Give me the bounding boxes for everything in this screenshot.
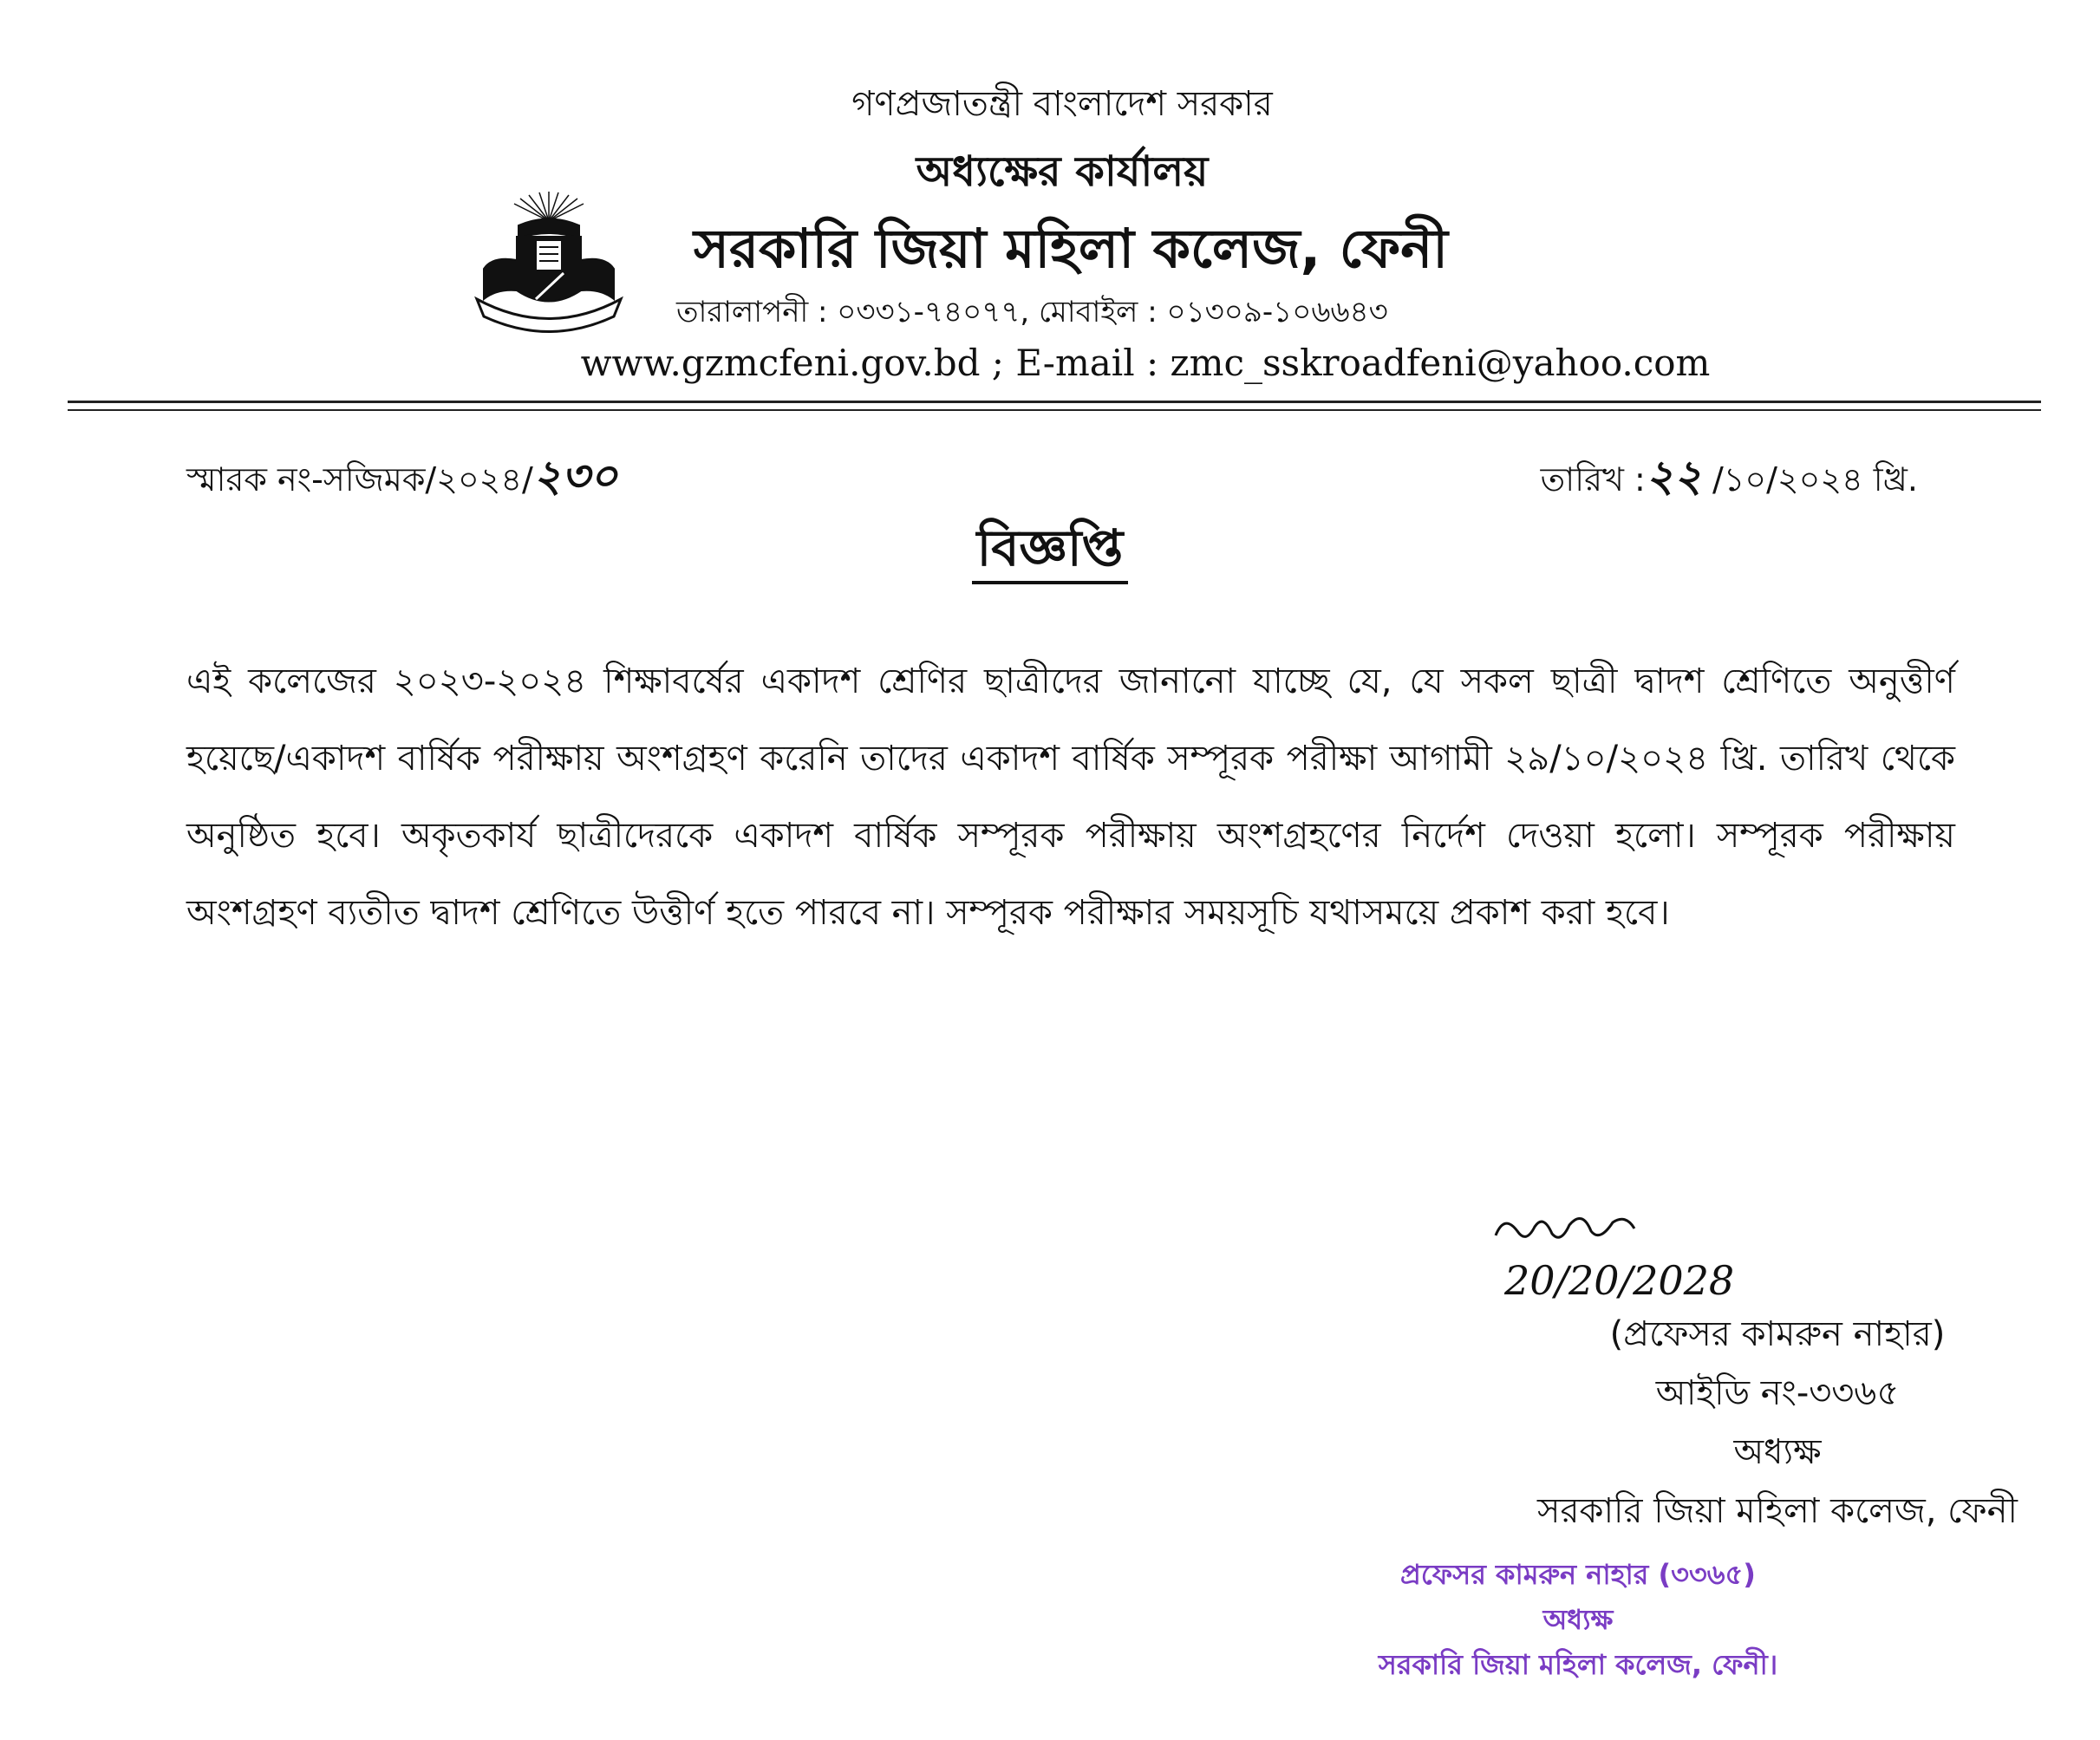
signatory-name: (প্রফেসর কামরুন নাহার)	[1609, 1314, 1946, 1354]
government-heading: গণপ্রজাতন্ত্রী বাংলাদেশ সরকার	[851, 84, 1273, 124]
handwritten-signature	[1487, 1209, 1834, 1304]
signature-scrawl-icon	[1487, 1209, 1660, 1253]
notice-body: এই কলেজের ২০২৩-২০২৪ শিক্ষাবর্ষের একাদশ শ্রেণির ছাত্রীদের জানানো যাচ্ছে যে, যে সকল ছাত্রী দ্বাদশ শ্রেণিতে অনুত্তীর্ণ হয়েছে/একাদশ বার্ষিক পরীক্ষায় অংশগ্রহণ করেনি তাদের একাদশ বার্ষিক সম্পূরক পরীক্ষা আগামী ২৯/১০/২০২৪ খ্রি. তারিখ থেকে অনুষ্ঠিত হবে। অকৃতকার্য ছাত্রীদেরকে একাদশ বার্ষিক সম্পূরক পরীক্ষায় অংশগ্রহণের নির্দেশ দেওয়া হলো। সম্পূরক পরীক্ষায় অংশগ্রহণ ব্যতীত দ্বাদশ শ্রেণিতে উত্তীর্ণ হতে পারবে না। সম্পূরক পরীক্ষার সময়সূচি যথাসময়ে প্রকাশ করা হবে।	[186, 661, 1955, 933]
contact-line: তারালাপনী : ০৩৩১-৭৪০৭৭, মোবাইল : ০১৩০৯-১০৬৬৪৩	[676, 295, 1388, 329]
date-rest: /১০/২০২৪ খ্রি.	[1701, 460, 1918, 499]
office-heading: অধ্যক্ষের কার্যালয়	[916, 147, 1209, 196]
web-email-line: www.gzmcfeni.gov.bd ; E-mail : zmc_sskroadfeni@yahoo.com	[580, 342, 1711, 384]
college-name: সরকারি জিয়া মহিলা কলেজ, ফেনী	[694, 217, 1448, 280]
stamp-line-designation: অধ্যক্ষ	[1542, 1603, 1614, 1636]
signatory-id: আইডি নং-৩৩৬৫	[1655, 1373, 1900, 1413]
header-rule-top	[68, 401, 2041, 403]
date-handwritten-day: ২২	[1645, 451, 1702, 501]
memo-number	[186, 444, 617, 516]
stamp-line-name: প্রফেসর কামরুন নাহার (৩৩৬৫)	[1400, 1558, 1756, 1591]
signature-date: 20/20/2028	[1504, 1257, 1735, 1304]
date-prefix: তারিখ :	[1540, 460, 1646, 499]
notice-title-text: বিজ্ঞপ্তি	[972, 518, 1129, 584]
signatory-institution: সরকারি জিয়া মহিলা কলেজ, ফেনী	[1537, 1491, 2018, 1531]
memo-prefix: স্মারক নং-সজিমক/২০২৪/	[186, 460, 533, 499]
stamp-line-institution: সরকারি জিয়া মহিলা কলেজ, ফেনী।	[1378, 1648, 1778, 1681]
signatory-designation: অধ্যক্ষ	[1733, 1432, 1822, 1472]
header-rule-bottom	[68, 409, 2041, 411]
official-stamp	[1353, 1552, 1803, 1687]
notice-date	[1541, 444, 1918, 516]
memo-handwritten-number: ২৩০	[532, 451, 618, 501]
notice-title	[0, 510, 2100, 594]
signature-block	[1214, 1305, 2100, 1541]
